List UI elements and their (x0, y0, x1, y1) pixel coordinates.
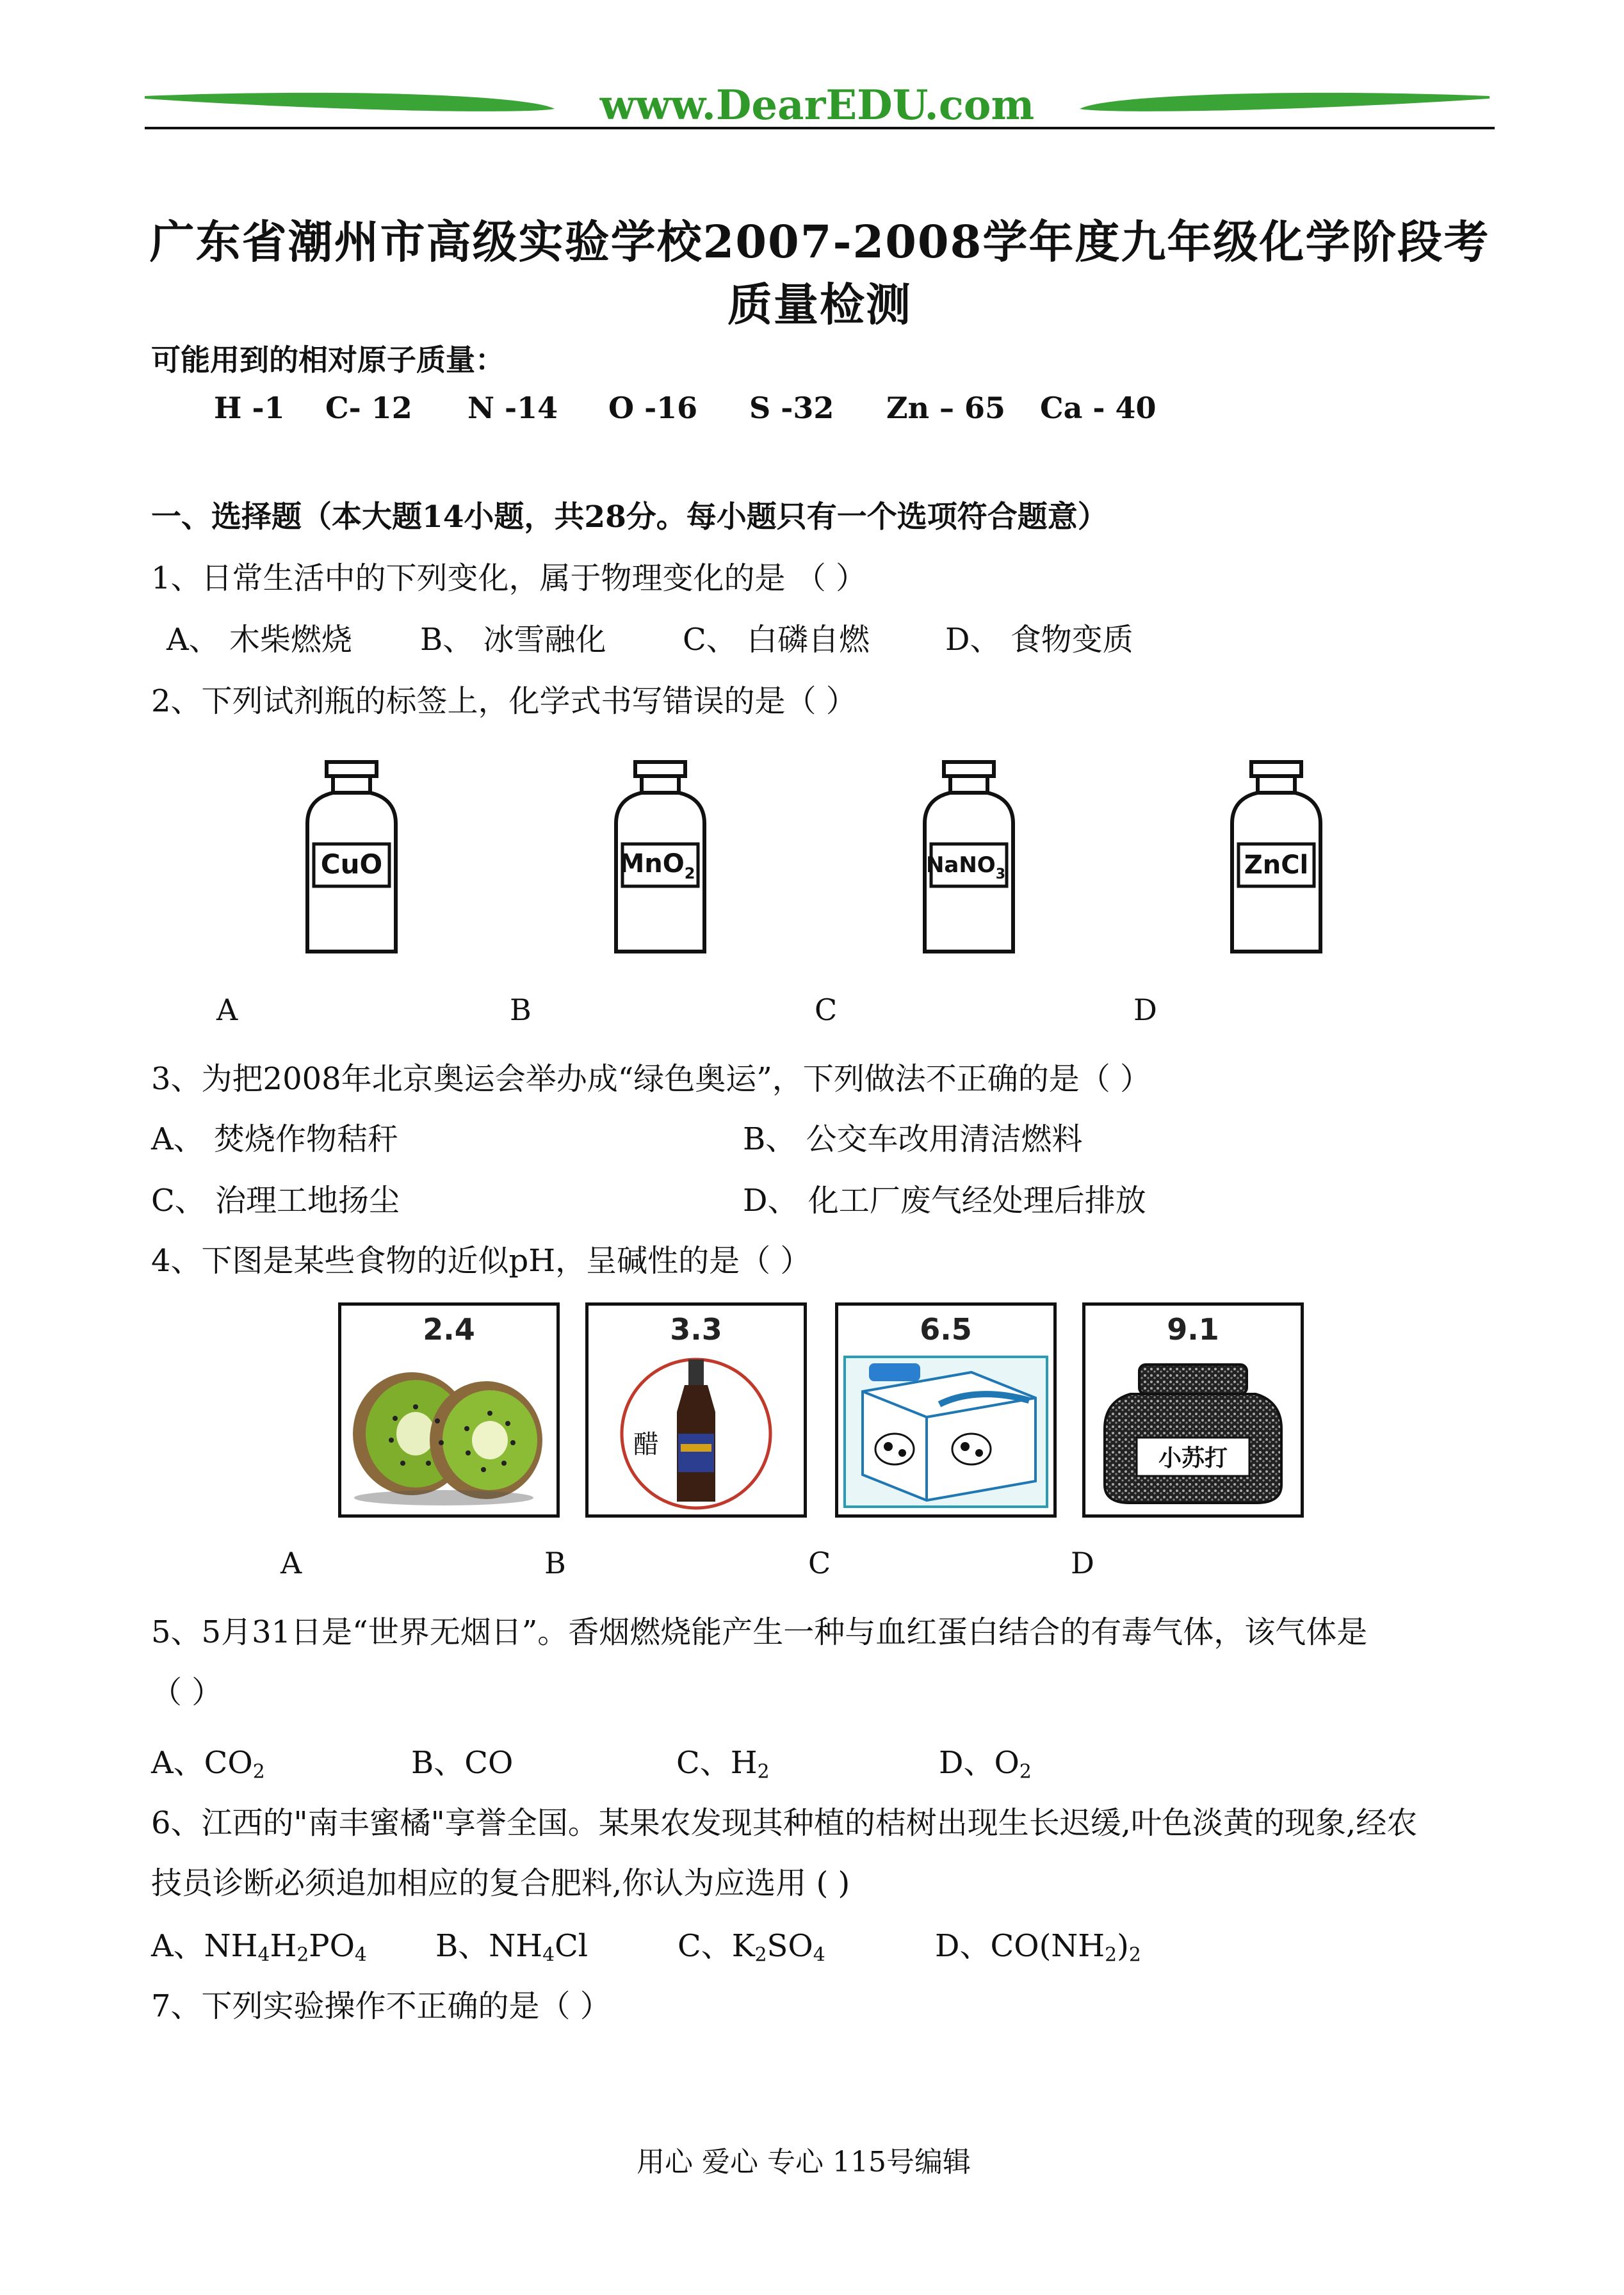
svg-text:CuO (321, 848, 382, 880)
kiwi-icon (348, 1357, 550, 1508)
header-divider (145, 127, 1495, 129)
q6-stem-line2: 技员诊断必须追加相应的复合肥料,你认为应选用 ( ) (151, 1865, 850, 1901)
q6-stem-line1: 6、江西的"南丰蜜橘"享誉全国。某果农发现其种植的桔树出现生长迟缓,叶色淡黄的现象,经农 (151, 1805, 1418, 1841)
atomic-mass-s: S -32 (749, 391, 834, 425)
q4-letter-c: C (808, 1546, 831, 1580)
q6-option-a: A、$NH_4H_2PO_4$ (151, 1928, 367, 1967)
food-kiwi-image (338, 1302, 560, 1518)
exam-title-line2: 质量检测 (727, 278, 912, 331)
q3-stem: 3、为把2008年北京奥运会举办成“绿色奥运”，下列做法不正确的是（ ） (151, 1061, 1151, 1097)
food-a-ph: 2.4 (423, 1312, 475, 1347)
atomic-mass-o: O -16 (608, 391, 698, 425)
food-b-ph: 3.3 (670, 1312, 722, 1347)
site-name: www.DearEDU.com (599, 81, 1035, 129)
bottle-label-b-sub: 2 (684, 864, 695, 882)
atomic-mass-h: H -1 (214, 391, 285, 425)
atomic-mass-label: 可能用到的相对原子质量： (151, 343, 505, 377)
vinegar-bottle-icon (595, 1350, 797, 1511)
q2-letter-a: A (216, 993, 238, 1027)
bottle-label-a: CuO (320, 848, 383, 880)
atomic-mass-n: N -14 (467, 391, 558, 425)
atomic-mass-ca: Ca - 40 (1040, 391, 1157, 425)
q2-stem: 2、下列试剂瓶的标签上，化学式书写错误的是（ ） (151, 683, 857, 719)
page-footer: 用心 爱心 专心 115号编辑 (637, 2146, 971, 2178)
q7-stem: 7、下列实验操作不正确的是（ ） (151, 1988, 611, 2024)
q4-letter-b: B (544, 1546, 566, 1580)
section-heading: 一、选择题（本大题14小题，共28分。每小题只有一个选项符合题意） (151, 499, 1108, 535)
q6-option-b: B、$NH_4Cl$ (435, 1928, 589, 1967)
q2-letter-d: D (1133, 993, 1157, 1027)
q5-option-a: A、$CO_2$ (151, 1745, 265, 1783)
reagent-bottle-d (1228, 759, 1324, 958)
q5-option-b: B、CO (411, 1745, 514, 1781)
food-baking-soda-image (1082, 1302, 1304, 1518)
q4-letter-d: D (1071, 1546, 1094, 1580)
q1-option-c: C、 白磷自燃 (683, 622, 870, 658)
q2-letter-c: C (815, 993, 838, 1027)
food-b-text: 醋 (633, 1430, 659, 1459)
q1-option-b: B、 冰雪融化 (420, 622, 606, 658)
q4-letter-a: A (280, 1546, 302, 1580)
q2-letter-b: B (510, 993, 532, 1027)
q4-stem: 4、下图是某些食物的近似pH，呈碱性的是（ ） (151, 1243, 811, 1279)
atomic-mass-c: C- 12 (325, 391, 412, 425)
reagent-bottle-c (921, 759, 1017, 958)
atomic-mass-zn: Zn – 65 (886, 391, 1006, 425)
q5-answer-paren: （ ） (151, 1675, 223, 1710)
q1-stem: 1、日常生活中的下列变化，属于物理变化的是 （ ） (151, 560, 867, 596)
q5-option-c: C、$H_2$ (676, 1745, 770, 1783)
q5-option-d: D、$O_2$ (939, 1745, 1032, 1783)
milk-carton-icon (843, 1353, 1048, 1511)
bottle-label-b: MnO (619, 849, 685, 879)
food-vinegar-image (585, 1302, 807, 1518)
q6-option-d: D、$CO(NH_2)_2$ (935, 1928, 1141, 1967)
svg-text:ZnCl (1244, 850, 1309, 880)
reagent-bottle-b (612, 759, 708, 958)
food-c-ph: 6.5 (920, 1312, 972, 1347)
food-d-text: 小苏打 (1158, 1445, 1228, 1472)
jar-icon (1092, 1354, 1294, 1508)
food-d-ph: 9.1 (1167, 1312, 1219, 1347)
reagent-bottle-a (304, 759, 400, 958)
q6-option-c: C、$K_2SO_4$ (678, 1928, 825, 1967)
q3-option-b: B、 公交车改用清洁燃料 (743, 1121, 1083, 1157)
food-milk-image (835, 1302, 1057, 1518)
bottle-label-c-sub: 3 (995, 866, 1006, 882)
exam-title-line1: 广东省潮州市高级实验学校2007-2008学年度九年级化学阶段考 (149, 215, 1490, 268)
q3-option-d: D、 化工厂废气经处理后排放 (743, 1183, 1146, 1219)
q3-option-c: C、 治理工地扬尘 (151, 1183, 400, 1219)
q5-stem: 5、5月31日是“世界无烟日”。香烟燃烧能产生一种与血红蛋白结合的有毒气体，该气体是 (151, 1614, 1368, 1650)
bottle-label-c: NaNO (925, 852, 996, 878)
bottle-label-d: ZnCl (1244, 850, 1309, 880)
q1-option-d: D、 食物变质 (945, 622, 1133, 658)
q3-option-a: A、 焚烧作物秸秆 (151, 1121, 398, 1157)
svg-text:MnO2 (619, 849, 695, 882)
svg-text:NaNO3 (926, 852, 1005, 882)
q1-option-a: A、 木柴燃烧 (166, 622, 352, 658)
